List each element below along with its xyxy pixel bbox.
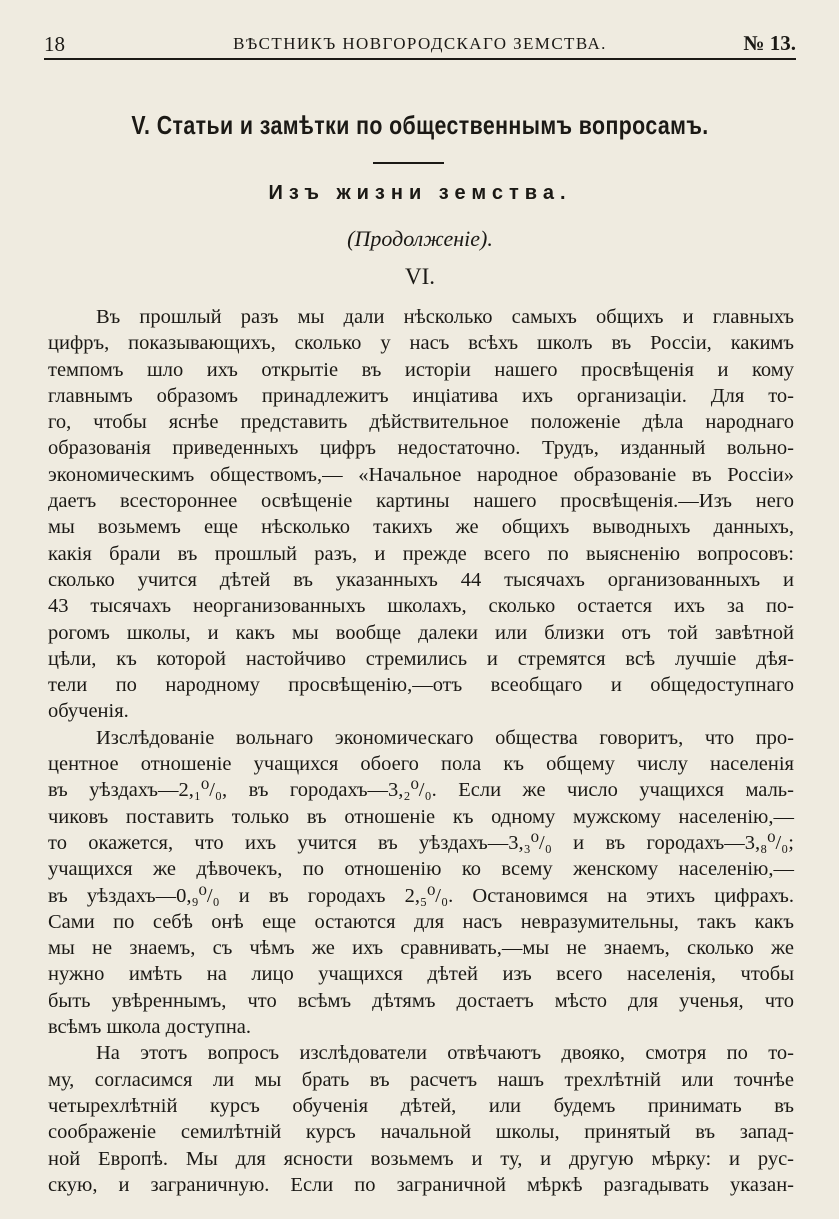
paragraph-line: быть увѣреннымъ, что всѣмъ дѣтямъ достаетъ мѣсто для ученья, что: [48, 989, 794, 1012]
paragraph-line: рогомъ школы, и какъ мы вообще далеки или близки отъ той завѣтной: [48, 621, 794, 644]
paragraph-line: ной Европѣ. Мы для ясности возьмемъ и ту, и другую мѣрку: и рус-: [48, 1147, 794, 1170]
paragraph-line: сколько учится дѣтей въ указанныхъ 44 тысячахъ организованныхъ и: [48, 568, 794, 591]
article-body: [48, 304, 794, 1198]
paragraph-line: даетъ всестороннее освѣщеніе картины нашего просвѣщенія.—Изъ него: [48, 490, 794, 513]
paragraph-line: Въ прошлый разъ мы дали нѣсколько самыхъ общихъ и главныхъ: [96, 306, 794, 328]
paragraph-line: Изслѣдованіе вольнаго экономическаго общества говоритъ, что про-: [96, 726, 794, 749]
paragraph-line: мы возьмемъ еще нѣсколько такихъ же общихъ выводныхъ данныхъ,: [48, 516, 794, 539]
paragraph-line: учащихся же дѣвочекъ, по отношенію ко всему женскому населенію,—: [48, 858, 794, 881]
paragraph-line: центное отношеніе учащихся обоего пола къ общему числу населенія: [48, 753, 794, 776]
paragraph-line: Сами по себѣ онѣ еще остаются для насъ невразумительны, такъ какъ: [48, 910, 794, 933]
paragraph-line: нужно имѣть на лицо учащихся дѣтей изъ всего населенія, чтобы: [48, 963, 794, 986]
paragraph-line: 43 тысячахъ неорганизованныхъ школахъ, сколько остается ихъ за по-: [48, 595, 794, 618]
paragraph-line: темпомъ шло ихъ открытіе въ исторіи нашего просвѣщенія и кому: [48, 358, 794, 381]
article-title: Изъ жизни земства.: [268, 182, 572, 204]
paragraph-line: чиковъ поставить только въ отношеніе къ одному мужскому населенію,—: [48, 805, 794, 828]
continued-note: (Продолженіе).: [347, 226, 493, 251]
paragraph-line: го, чтобы яснѣе представить дѣйствительное положеніе дѣла народнаго: [48, 411, 794, 434]
paragraph-line: На этотъ вопросъ изслѣдователи отвѣчаютъ двояко, смотря по то-: [96, 1042, 794, 1065]
header-rule: [44, 58, 796, 60]
paragraph-line: въ уѣздахъ—0,₉⁰/₀ и въ городахъ 2,₅⁰/₀. Остановимся на этихъ цифрахъ.: [48, 884, 794, 907]
paragraph-line: какія брали въ прошлый разъ, и прежде всего по выясненію вопросовъ:: [48, 542, 794, 565]
paragraph-line: тели по народному просвѣщенію,—отъ всеобщаго и общедоступнаго: [48, 674, 794, 697]
paragraph-line: всѣмъ школа доступна.: [48, 1016, 252, 1039]
paragraph-line: му, согласимся ли мы брать въ расчетъ нашъ трехлѣтній или точнѣе: [48, 1068, 794, 1091]
paragraph-line: цифръ, показывающихъ, сколько у насъ всѣхъ школъ въ Россіи, какимъ: [48, 332, 794, 355]
title-divider: [373, 162, 444, 164]
paragraph-line: образованія приведенныхъ цифръ недостаточно. Трудъ, изданный вольно-: [48, 437, 794, 460]
paragraph-line: главнымъ образомъ принадлежитъ инціатива ихъ организаціи. Для то-: [48, 384, 794, 407]
paragraph-line: скую, и заграничную. Если по заграничной мѣркѣ разгадывать указан-: [48, 1173, 794, 1196]
paragraph-line: четырехлѣтній курсъ обученія дѣтей, или будемъ принимать въ: [48, 1094, 794, 1117]
page-number: 18: [44, 32, 65, 56]
paragraph-line: мы не знаемъ, съ чѣмъ же ихъ сравнивать,—мы не знаемъ, сколько же: [48, 937, 794, 960]
section-title: V. Статьи и замѣтки по общественнымъ вопросамъ.: [131, 110, 709, 140]
paragraph-line: экономическимъ обществомъ,— «Начальное народное образованіе въ Россіи»: [48, 463, 794, 486]
paragraph-line: цѣли, къ которой настойчиво стремились и стремятся всѣ лучшіе дѣя-: [48, 647, 794, 670]
paragraph-line: въ уѣздахъ—2,₁⁰/₀, въ городахъ—3,₂⁰/₀. Если же число учащихся маль-: [48, 779, 794, 802]
issue-number: № 13.: [743, 31, 796, 55]
paragraph-line: обученія.: [48, 700, 129, 723]
journal-title: ВѢСТНИКЪ НОВГОРОДСКАГО ЗЕМСТВА.: [233, 34, 607, 53]
paragraph-line: то окажется, что ихъ учится въ уѣздахъ—3,₃⁰/₀ и въ городахъ—3,₈⁰/₀;: [48, 831, 794, 854]
paragraph-line: соображеніе семилѣтній курсъ начальной школы, принятый въ запад-: [48, 1121, 794, 1144]
running-header: [44, 28, 796, 62]
chapter-number: VI.: [404, 264, 436, 289]
